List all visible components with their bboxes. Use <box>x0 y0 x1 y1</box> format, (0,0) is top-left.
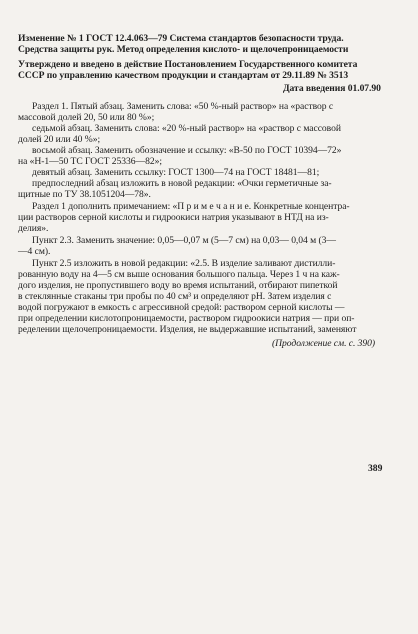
body-line-18: в стеклянные стаканы три пробы по 40 см³ и определяют pH. Затем изделия с <box>18 291 332 302</box>
body-line-19: водой погружают в емкость с агрессивной средой: раствором серной кислоты — <box>18 302 345 313</box>
header-approval-line-1: Утверждено и введено в действие Постановлением Государственного комитета <box>18 59 358 70</box>
continuation-note: (Продолжение см. с. 390) <box>272 338 376 349</box>
body-line-17: дого изделия, не пропустившего воду во время испытаний, отбирают пипеткой <box>18 280 338 291</box>
header-title-line-2: Средства защиты рук. Метод определения кислото- и щелочепроницаемости <box>18 44 349 55</box>
header-title-line-1: Изменение № 1 ГОСТ 12.4.063—79 Система стандартов безопасности труда. <box>18 33 344 44</box>
body-line-14: —4 см). <box>18 246 51 257</box>
page-number: 389 <box>368 463 383 474</box>
body-line-15: Пункт 2.5 изложить в новой редакции: «2.5. В изделие заливают дистилли- <box>32 258 336 269</box>
body-line-8: предпоследний абзац изложить в новой редакции: «Очки герметичные за- <box>32 178 332 189</box>
body-line-12: делия». <box>18 223 49 234</box>
body-line-21: ределении щелочепроницаемости. Изделия, не выдержавшие испытаний, заменяют <box>18 324 357 335</box>
body-line-3: седьмой абзац. Заменить слова: «20 %-ный раствор» на «раствор с массовой <box>32 123 341 134</box>
effective-date: Дата введения 01.07.90 <box>283 83 381 94</box>
body-line-7: девятый абзац. Заменить ссылку: ГОСТ 1300—74 на ГОСТ 18481—81; <box>32 167 320 178</box>
header-approval-line-2: СССР по управлению качеством продукции и стандартам от 29.11.89 № 3513 <box>18 70 349 81</box>
body-line-11: ции растворов серной кислоты и гидроокиси натрия указывают в НТД на из- <box>18 212 329 223</box>
body-line-9: щитные по ТУ 38.1051204—78». <box>18 189 151 200</box>
body-line-16: рованную воду на 4—5 см выше основания большого пальца. Через 1 ч на каж- <box>18 269 340 280</box>
body-line-20: при определении кислотопроницаемости, раствором гидроокиси натрия — при оп- <box>18 313 355 324</box>
body-line-10: Раздел 1 дополнить примечанием: «П р и м е ч а н и е. Конкретные концентра- <box>32 201 350 212</box>
body-line-5: восьмой абзац. Заменить обозначение и ссылку: «В-50 по ГОСТ 10394—72» <box>32 145 342 156</box>
body-line-4: долей 20 или 40 %»; <box>18 134 101 145</box>
body-line-13: Пункт 2.3. Заменить значение: 0,05—0,07 м (5—7 см) на 0,03— 0,04 м (3— <box>32 235 336 246</box>
body-line-1: Раздел 1. Пятый абзац. Заменить слова: «50 %-ный раствор» на «раствор с <box>32 101 334 112</box>
body-line-2: массовой долей 20, 50 или 80 %»; <box>18 112 155 123</box>
body-line-6: на «Н-1—50 ТС ГОСТ 25336—82»; <box>18 156 162 167</box>
